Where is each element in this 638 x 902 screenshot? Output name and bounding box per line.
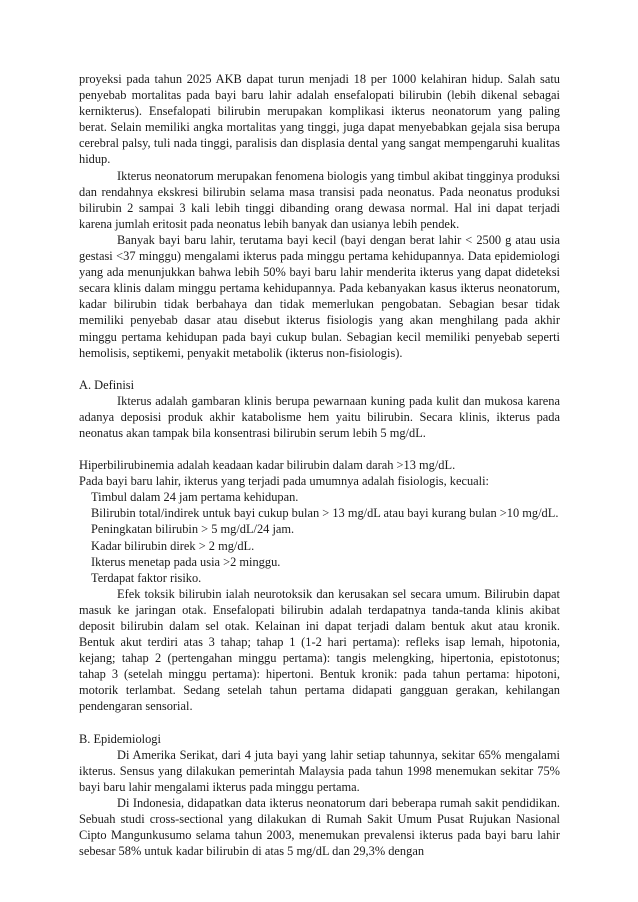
hyperbilirubinemia-definition: Hiperbilirubinemia adalah keadaan kadar bilirubin dalam darah >13 mg/dL. [79, 458, 456, 473]
list-item: Timbul dalam 24 jam pertama kehidupan. [91, 490, 299, 505]
list-item: Peningkatan bilirubin > 5 mg/dL/24 jam. [91, 522, 295, 537]
list-item: Terdapat faktor risiko. [91, 570, 202, 585]
section-b-heading: B. Epidemiologi [79, 731, 161, 746]
toxic-effect-paragraph: Efek toksik bilirubin ialah neurotoksik dan kerusakan sel secara umum. Bilirubin dapat masuk ke jaringan otak. Ensefalopati bilirubin adalah terdapatnya tanda-tanda klinis akibat deposit bilirubin dalam sel otak. Kelainan ini dapat terjadi dalam bentuk akut atau kronik. Bentuk akut terdiri atas 3 tahap; tahap 1 (1-2 hari pertama): refleks isap lemah, hipotonia, kejang; tahap 2 (pertengahan minggu pertama): tangis melengking, hipertonia, epistotonus; tahap 3 (setelah minggu pertama): hipertoni. Bentuk kronik: pada tahun pertama: hipotoni, motorik terlambat. Sedang setelah tahun pertama didapati gangguan gerakan, kehilangan pendengaran sensorial. [79, 586, 560, 714]
list-item: Ikterus menetap pada usia >2 minggu. [91, 554, 281, 569]
definition-paragraph: Ikterus adalah gambaran klinis berupa pewarnaan kuning pada kulit dan mukosa karena adanya deposisi produk akhir katabolisme hem yaitu bilirubin. Secara klinis, ikterus pada neonatus akan tampak bila konsentrasi bilirubin serum lebih 5 mg/dL. [79, 393, 560, 440]
epidemiology-paragraph-1: Di Amerika Serikat, dari 4 juta bayi yang lahir setiap tahunnya, sekitar 65% mengalami ikterus. Sensus yang dilakukan pemerintah Malaysia pada tahun 1998 menemukan sekitar 75% bayi baru lahir mengalami ikterus pada minggu pertama. [79, 747, 560, 794]
section-a-heading: A. Definisi [79, 377, 135, 392]
list-item: Bilirubin total/indirek untuk bayi cukup bulan > 13 mg/dL atau bayi kurang bulan >10 mg/dL. [91, 506, 559, 521]
epidemiology-paragraph-2: Di Indonesia, didapatkan data ikterus neonatorum dari beberapa rumah sakit pendidikan. Sebuah studi cross-sectional yang dilakukan di Rumah Sakit Umum Pusat Rujukan Nasional Cipto Mangunkusumo selama tahun 2003, menemukan prevalensi ikterus pada bayi baru lahir sebesar 58% untuk kadar bilirubin di atas 5 mg/dL dan 29,3% dengan [79, 795, 560, 859]
exceptions-intro: Pada bayi baru lahir, ikterus yang terjadi pada umumnya adalah fisiologis, kecuali: [79, 474, 489, 489]
intro-paragraph-3: Banyak bayi baru lahir, terutama bayi kecil (bayi dengan berat lahir < 2500 g atau usia gestasi <37 minggu) mengalami ikterus pada minggu pertama kehidupannya. Data epidemiologi yang ada menunjukkan bahwa lebih 50% bayi baru lahir menderita ikterus yang dapat dideteksi secara klinis dalam minggu pertama kehidupannya. Pada kebanyakan kasus ikterus neonatorum, kadar bilirubin tidak berbahaya dan tidak memerlukan pengobatan. Sebagian besar tidak memiliki penyebab dasar atau disebut ikterus fisiologis yang akan menghilang pada akhir minggu pertama kehidupan pada bayi cukup bulan. Sebagian kecil memiliki penyebab seperti hemolisis, septikemi, penyakit metabolik (ikterus non-fisiologis). [79, 232, 560, 360]
intro-paragraph-2: Ikterus neonatorum merupakan fenomena biologis yang timbul akibat tingginya produksi dan rendahnya ekskresi bilirubin selama masa transisi pada neonatus. Pada neonatus produksi bilirubin 2 sampai 3 kali lebih tinggi dibanding orang dewasa normal. Hal ini dapat terjadi karena jumlah eritosit pada neonatus lebih banyak dan usianya lebih pendek. [79, 168, 560, 231]
document-page [79, 71, 560, 859]
intro-paragraph-1: proyeksi pada tahun 2025 AKB dapat turun menjadi 18 per 1000 kelahiran hidup. Salah satu penyebab mortalitas pada bayi baru lahir adalah ensefalopati bilirubin (lebih dikenal sebagai kernikterus). Ensefalopati bilirubin merupakan komplikasi ikterus neonatorum yang paling berat. Selain memiliki angka mortalitas yang tinggi, juga dapat menyebabkan gejala sisa berupa cerebral palsy, tuli nada tinggi, paralisis dan displasia dental yang sangat mempengaruhi kualitas hidup. [79, 72, 560, 167]
list-item: Kadar bilirubin direk > 2 mg/dL. [91, 538, 255, 553]
